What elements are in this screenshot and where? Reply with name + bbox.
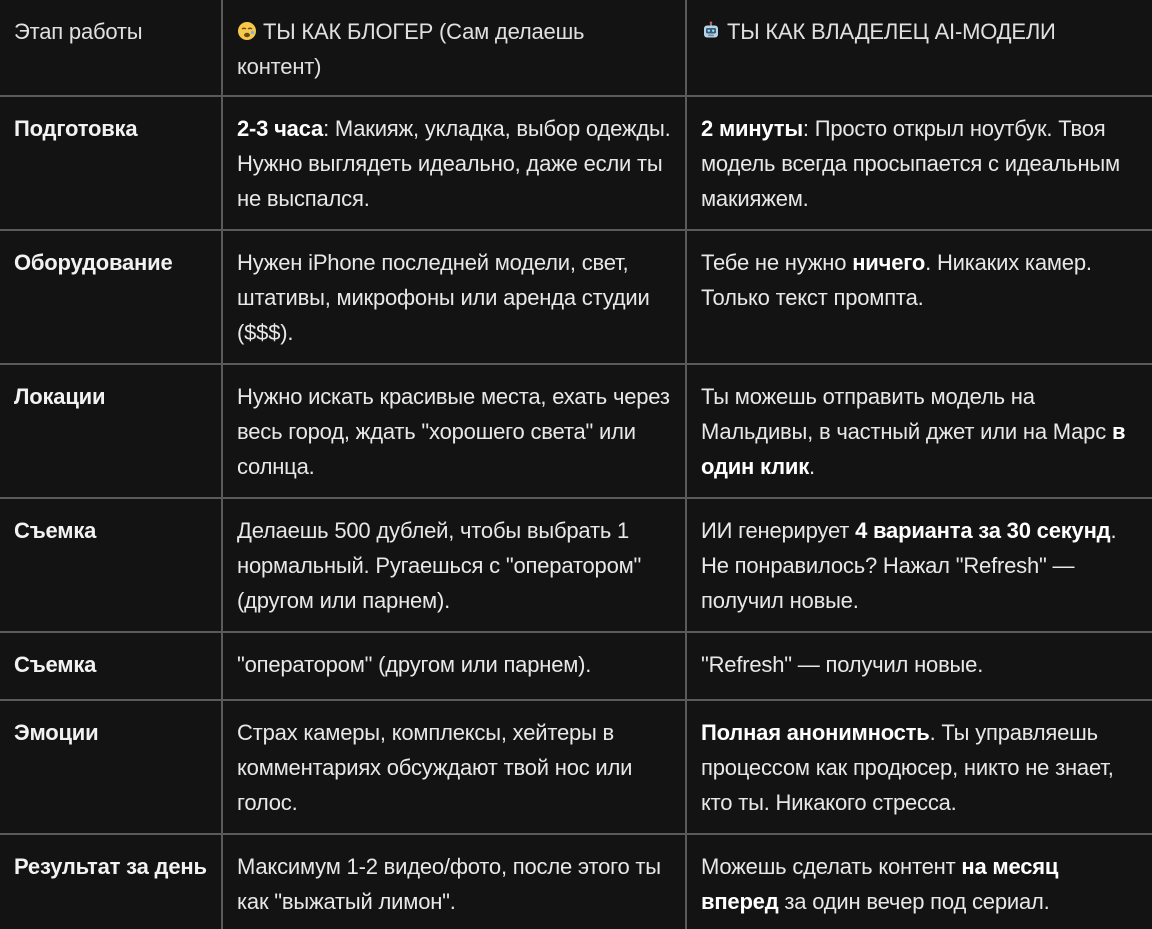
table-row bbox=[0, 834, 1152, 929]
header-owner-label: ТЫ КАК ВЛАДЕЛЕЦ AI-МОДЕЛИ bbox=[727, 19, 1056, 44]
text-fragment: . bbox=[809, 454, 815, 479]
header-stage: Этап работы bbox=[0, 0, 222, 96]
text-fragment: . Ты управляешь процессом как продюсер, никто не знает, кто ты. Никакого стресса. bbox=[701, 720, 1114, 815]
text-fragment: за один вечер под сериал. bbox=[778, 889, 1050, 914]
blogger-cell bbox=[222, 632, 686, 700]
text-fragment: . Не понравилось? Нажал "Refresh" — получил новые. bbox=[701, 518, 1117, 613]
text-fragment: Страх камеры, комплексы, хейтеры в комментариях обсуждают твой нос или голос. bbox=[237, 720, 633, 815]
blogger-cell bbox=[222, 96, 686, 230]
text-fragment: Делаешь 500 дублей, чтобы выбрать 1 нормальный. Ругаешься с "оператором" (другом или парнем). bbox=[237, 518, 642, 613]
stage-cell: Съемка bbox=[0, 632, 222, 700]
blogger-cell bbox=[222, 700, 686, 834]
text-fragment: Тебе не нужно bbox=[701, 250, 853, 275]
header-blogger-label: ТЫ КАК БЛОГЕР (Сам делаешь контент) bbox=[237, 19, 585, 79]
text-fragment: Можешь сделать контент bbox=[701, 854, 962, 879]
table-row bbox=[0, 364, 1152, 498]
stage-cell: Результат за день bbox=[0, 834, 222, 929]
blogger-cell bbox=[222, 364, 686, 498]
text-fragment: "оператором" (другом или парнем). bbox=[237, 652, 592, 677]
text-fragment: Нужно искать красивые места, ехать через весь город, ждать "хорошего света" или солнца. bbox=[237, 384, 670, 479]
table-row bbox=[0, 96, 1152, 230]
text-fragment: : Макияж, укладка, выбор одежды. Нужно выглядеть идеально, даже если ты не выспался. bbox=[237, 116, 671, 211]
blogger-cell bbox=[222, 230, 686, 364]
blogger-cell bbox=[222, 498, 686, 632]
bold-fragment: Полная анонимность bbox=[701, 720, 930, 745]
stage-cell: Оборудование bbox=[0, 230, 222, 364]
text-fragment: Максимум 1-2 видео/фото, после этого ты как "выжатый лимон". bbox=[237, 854, 661, 914]
owner-cell bbox=[686, 230, 1152, 364]
text-fragment: Ты можешь отправить модель на Мальдивы, в частный джет или на Марс bbox=[701, 384, 1112, 444]
bold-fragment: 2-3 часа bbox=[237, 116, 324, 141]
header-owner bbox=[686, 0, 1152, 96]
table-row bbox=[0, 700, 1152, 834]
text-fragment: "Refresh" — получил новые. bbox=[701, 652, 984, 677]
owner-cell bbox=[686, 632, 1152, 700]
stage-cell: Локации bbox=[0, 364, 222, 498]
bold-fragment: ничего bbox=[852, 250, 926, 275]
tired-face-emoji-icon bbox=[237, 21, 257, 41]
robot-emoji-icon bbox=[701, 21, 721, 41]
owner-cell bbox=[686, 96, 1152, 230]
blogger-cell bbox=[222, 834, 686, 929]
owner-cell bbox=[686, 498, 1152, 632]
text-fragment: ИИ генерирует bbox=[701, 518, 856, 543]
header-row bbox=[0, 0, 1152, 96]
header-blogger bbox=[222, 0, 686, 96]
owner-cell bbox=[686, 700, 1152, 834]
text-fragment: Нужен iPhone последней модели, свет, штативы, микрофоны или аренда студии ($$$). bbox=[237, 250, 650, 345]
owner-cell bbox=[686, 834, 1152, 929]
stage-cell: Съемка bbox=[0, 498, 222, 632]
bold-fragment: на месяц вперед bbox=[701, 854, 1059, 914]
text-fragment: : Просто открыл ноутбук. Твоя модель всегда просыпается с идеальным макияжем. bbox=[701, 116, 1120, 211]
bold-fragment: 2 минуты bbox=[701, 116, 803, 141]
bold-fragment: в один клик bbox=[701, 419, 1126, 479]
table-row bbox=[0, 230, 1152, 364]
owner-cell bbox=[686, 364, 1152, 498]
text-fragment: . Никаких камер. Только текст промпта. bbox=[701, 250, 1092, 310]
table-row bbox=[0, 632, 1152, 700]
stage-cell: Эмоции bbox=[0, 700, 222, 834]
table-row bbox=[0, 498, 1152, 632]
stage-cell: Подготовка bbox=[0, 96, 222, 230]
bold-fragment: 4 варианта за 30 секунд bbox=[855, 518, 1111, 543]
